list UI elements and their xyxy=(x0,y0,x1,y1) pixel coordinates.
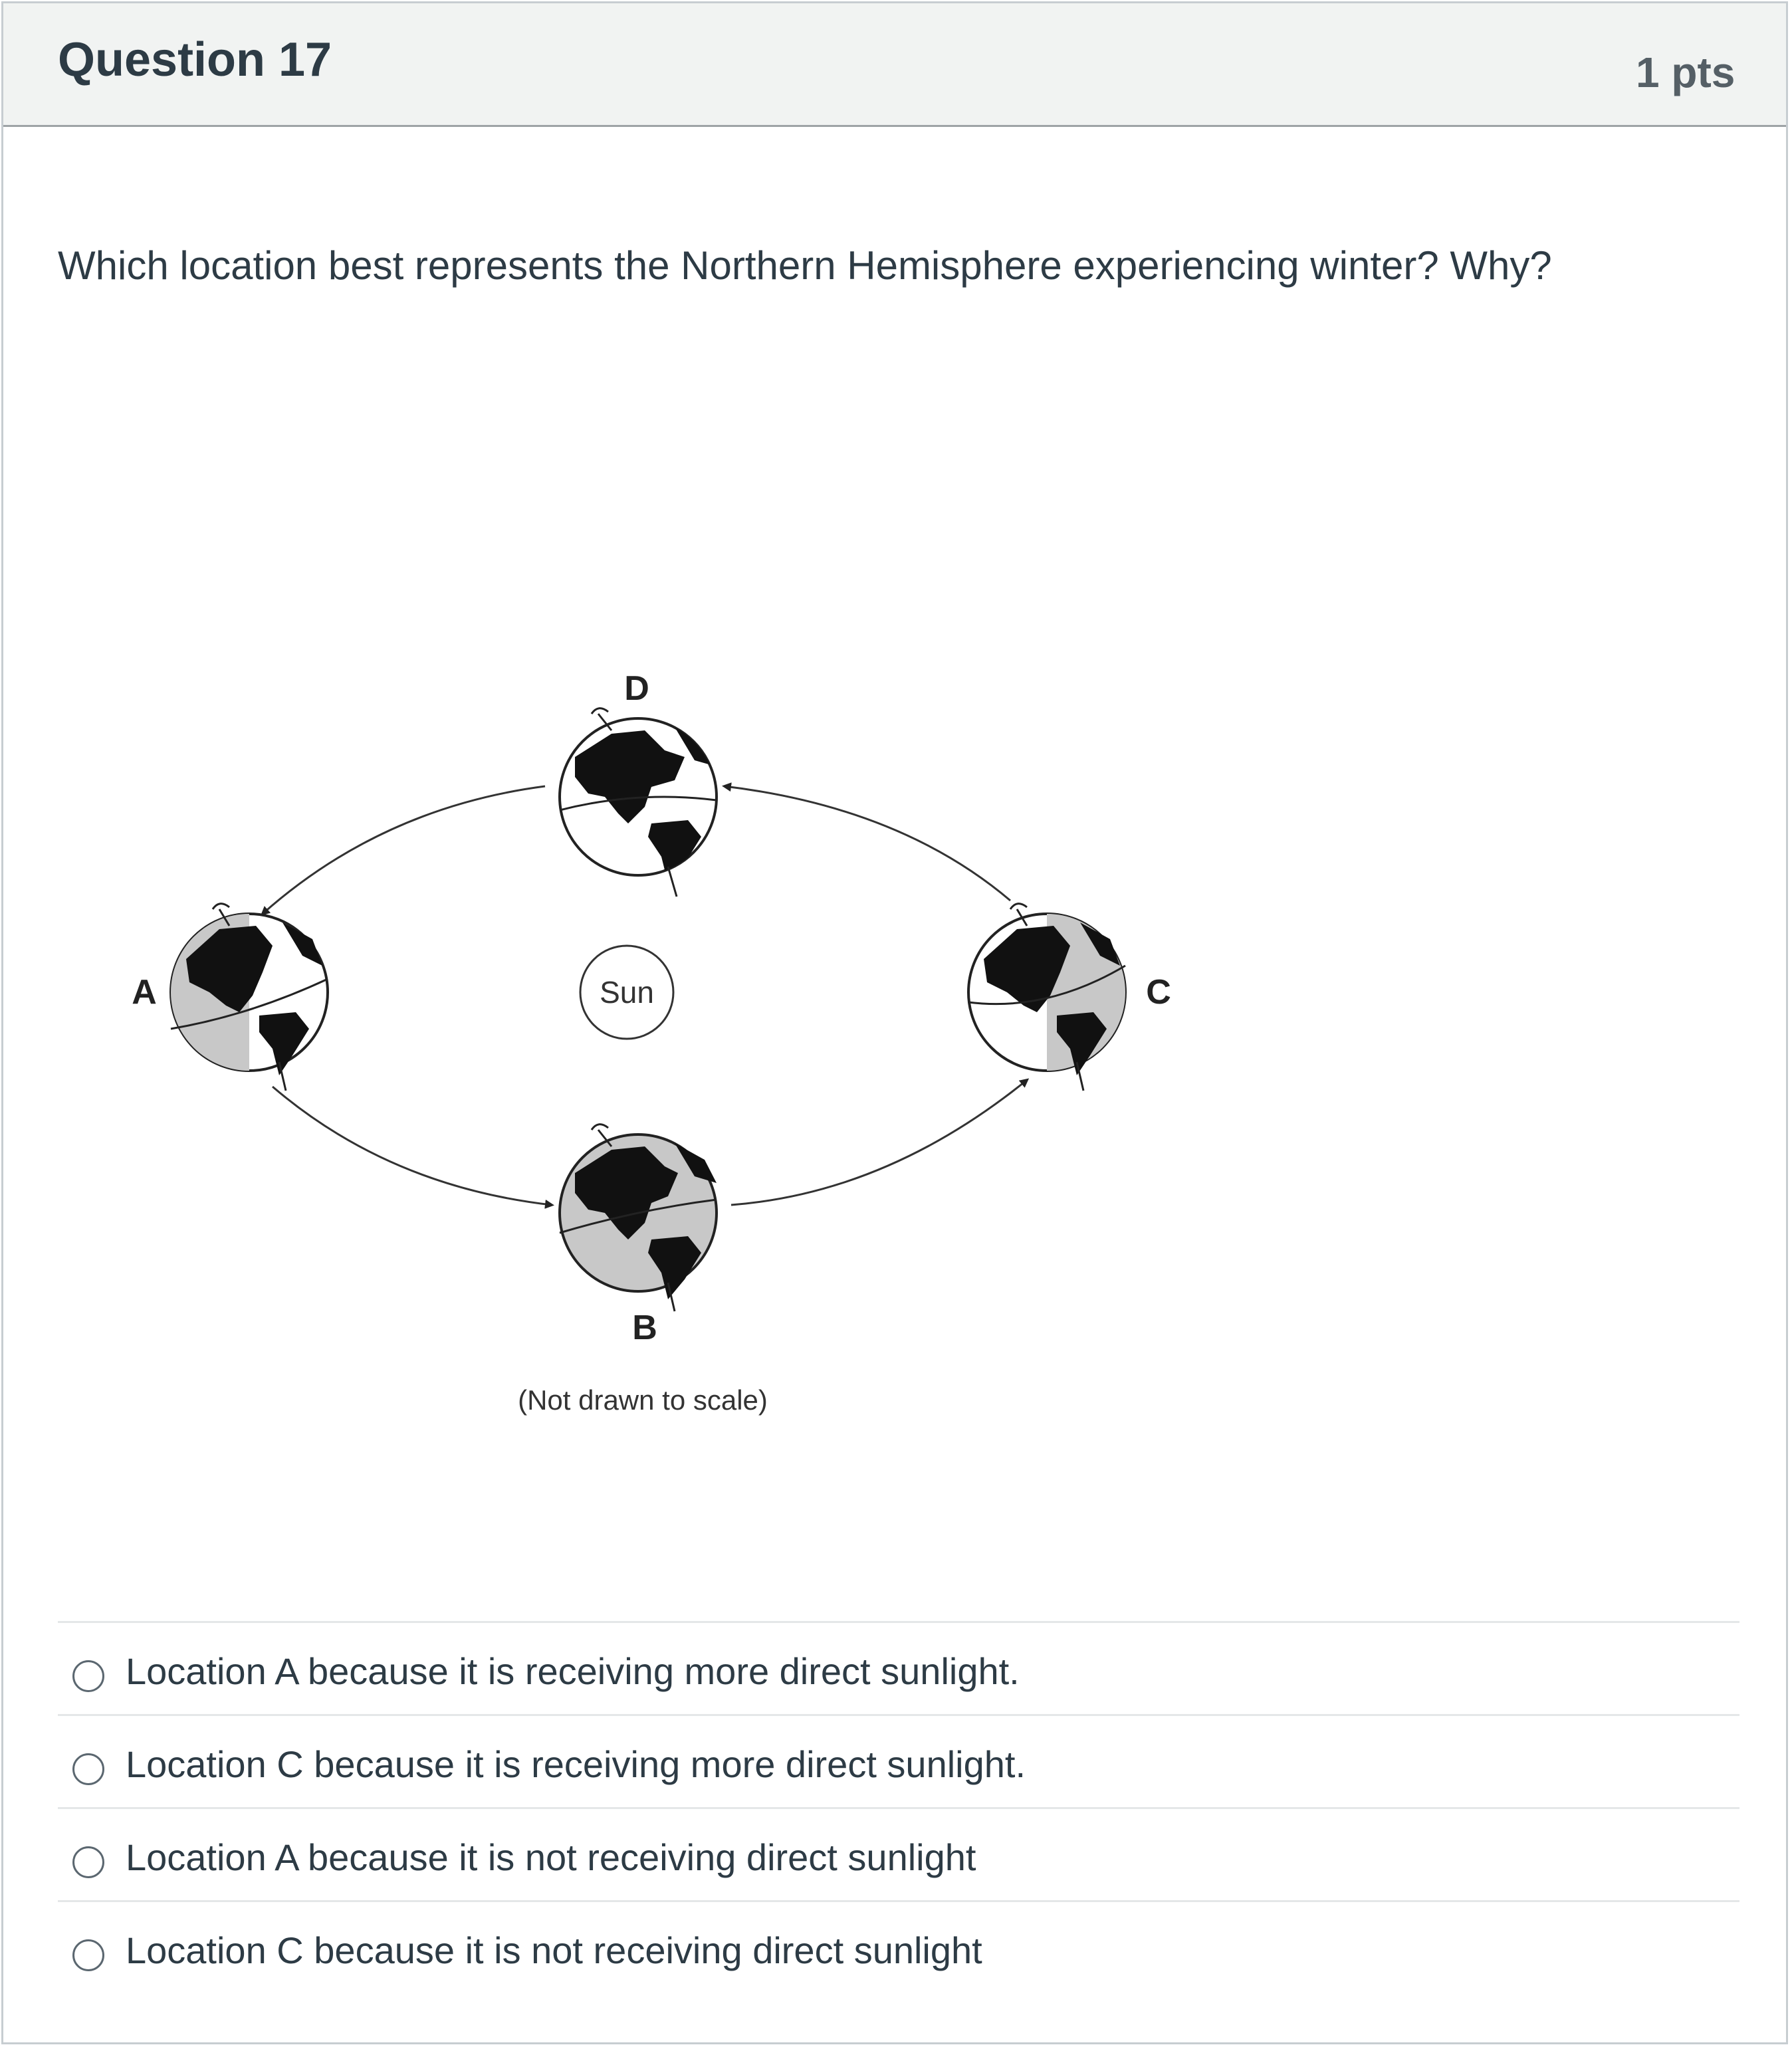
answer-label-3[interactable]: Location A because it is not receiving direct sunlight xyxy=(126,1836,976,1878)
radio-button-3[interactable] xyxy=(72,1846,104,1878)
orbit-arc-d-to-a xyxy=(263,786,545,914)
question-header xyxy=(3,3,1786,127)
answer-list xyxy=(58,1621,1739,1993)
answer-option-1[interactable] xyxy=(58,1621,1739,1714)
answer-label-1[interactable]: Location A because it is receiving more direct sunlight. xyxy=(126,1650,1020,1692)
sun xyxy=(580,946,673,1039)
question-title: Question 17 xyxy=(58,33,332,86)
earth-position-c xyxy=(968,904,1125,1091)
earth-position-d xyxy=(560,708,718,897)
label-b: B xyxy=(632,1309,657,1347)
radio-button-4[interactable] xyxy=(72,1939,104,1971)
orbit-arc-b-to-c xyxy=(731,1080,1027,1205)
answer-label-2[interactable]: Location C because it is receiving more direct sunlight. xyxy=(126,1743,1026,1785)
answer-option-2[interactable] xyxy=(58,1714,1739,1807)
answer-option-4[interactable] xyxy=(58,1900,1739,1993)
orbit-arc-c-to-d xyxy=(725,786,1010,901)
question-card xyxy=(1,1,1788,2044)
radio-button-1[interactable] xyxy=(72,1660,104,1692)
label-a: A xyxy=(132,973,157,1012)
answer-option-3[interactable] xyxy=(58,1807,1739,1900)
label-d: D xyxy=(624,669,649,708)
label-c: C xyxy=(1146,973,1171,1012)
question-points: 1 pts xyxy=(1636,49,1736,96)
earth-position-b xyxy=(560,1125,717,1311)
orbit-arc-a-to-b xyxy=(273,1087,552,1205)
orbit-diagram xyxy=(110,641,1240,1439)
radio-button-2[interactable] xyxy=(72,1753,104,1785)
earth-position-a xyxy=(171,904,328,1091)
answer-label-4[interactable]: Location C because it is not receiving direct sunlight xyxy=(126,1929,982,1971)
diagram-caption: (Not drawn to scale) xyxy=(518,1384,768,1416)
sun-label: Sun xyxy=(600,975,654,1010)
question-text: Which location best represents the Northern Hemisphere experiencing winter? Why? xyxy=(58,243,1552,288)
